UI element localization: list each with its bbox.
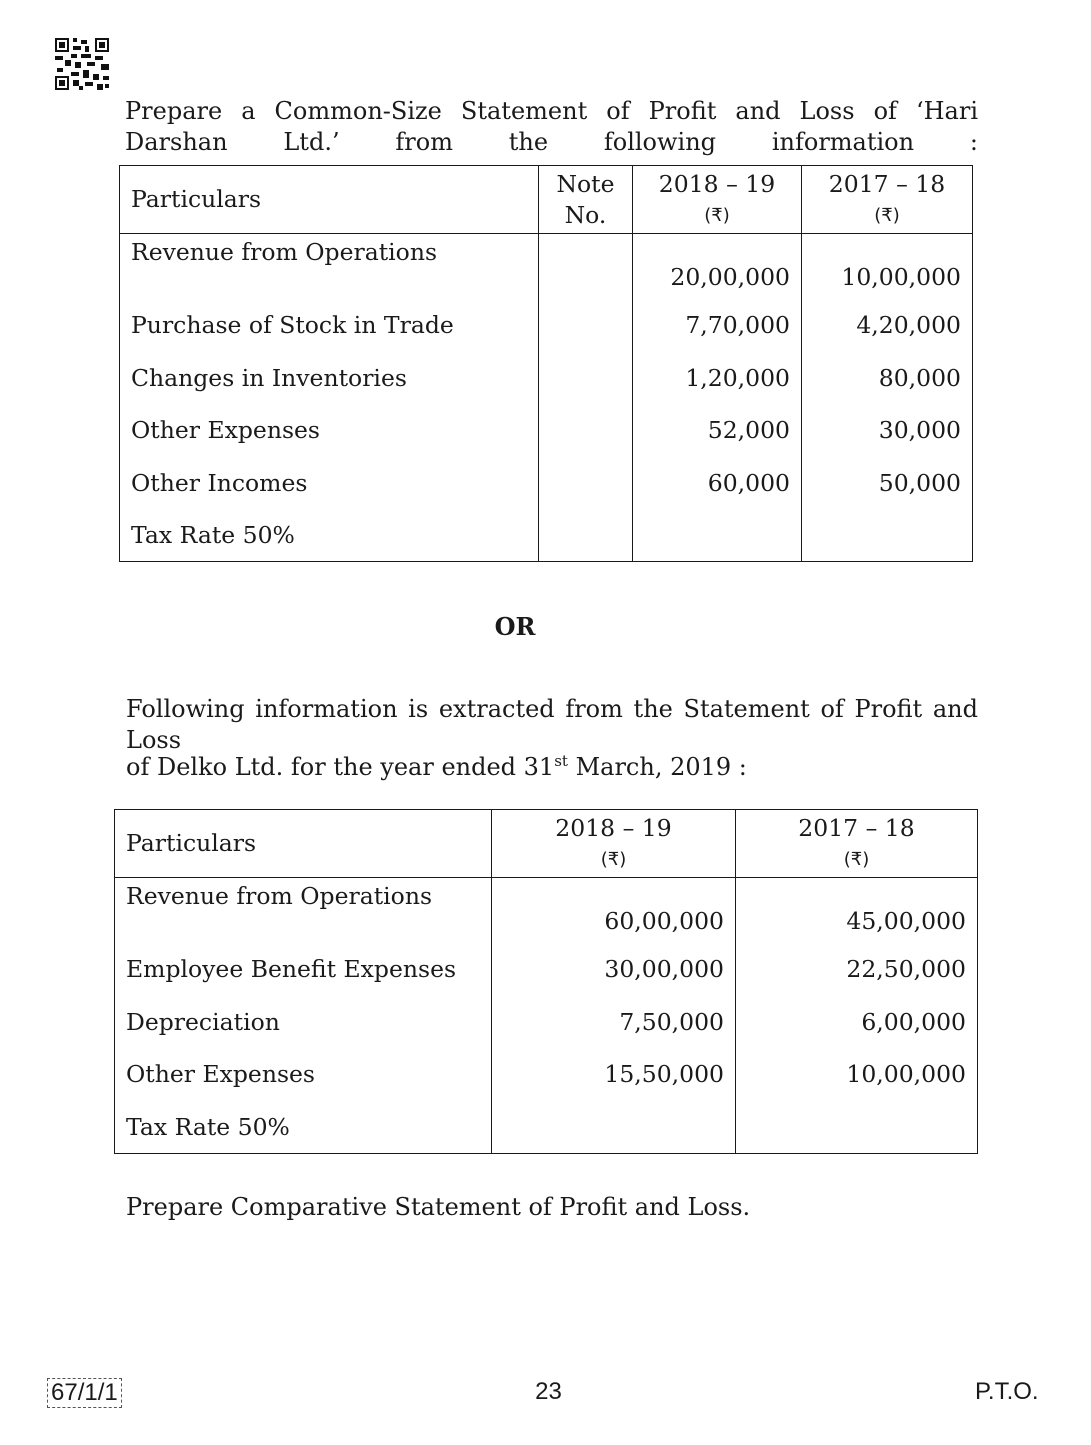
page-number: 23: [535, 1378, 562, 1405]
note-cell: [539, 509, 633, 562]
value-2018-19: [633, 509, 802, 562]
table-row: [120, 509, 973, 562]
q2-intro-text: of Delko Ltd. for the year ended 31: [126, 753, 555, 781]
value-2018-19: 7,50,000: [492, 996, 736, 1049]
ordinal-suffix: st: [554, 752, 568, 770]
value-2017-18: [802, 509, 973, 562]
row-label: Other Expenses: [115, 1048, 492, 1101]
value-2017-18: 50,000: [802, 457, 973, 510]
table-row: [120, 352, 973, 405]
value-2018-19: 30,00,000: [492, 943, 736, 996]
note-cell: [539, 404, 633, 457]
row-label: Other Expenses: [120, 404, 539, 457]
q1-intro: Prepare a Common-Size Statement of Profit and Loss of ‘Hari Darshan Ltd.’ from the following information :: [125, 97, 978, 156]
table-row: [115, 1101, 978, 1154]
row-label: Purchase of Stock in Trade: [120, 299, 539, 352]
table-row: [115, 1048, 978, 1101]
year-label: 2017 – 18: [828, 169, 946, 198]
row-label: Revenue from Operations: [115, 878, 492, 944]
q2-instruction: Prepare Comparative Statement of Profit and Loss.: [126, 1193, 751, 1221]
note-line-1: Note: [556, 169, 615, 198]
value-2017-18: 10,00,000: [736, 1048, 978, 1101]
note-line-2: No.: [564, 200, 607, 229]
qr-code-icon: [55, 38, 109, 90]
year-label: 2018 – 19: [658, 169, 776, 198]
row-label: Employee Benefit Expenses: [115, 943, 492, 996]
col-header-year-2018-19: [492, 810, 736, 878]
value-2017-18: 22,50,000: [736, 943, 978, 996]
value-2017-18: 30,000: [802, 404, 973, 457]
value-2018-19: 60,000: [633, 457, 802, 510]
value-2018-19: 15,50,000: [492, 1048, 736, 1101]
table-row: [120, 234, 973, 300]
q1-table: [119, 165, 973, 562]
col-header-year-2017-18: [802, 166, 973, 234]
currency-label: (₹): [874, 204, 900, 226]
col-header-year-2018-19: [633, 166, 802, 234]
pto-label: P.T.O.: [975, 1378, 1039, 1405]
value-2018-19: 7,70,000: [633, 299, 802, 352]
note-cell: [539, 352, 633, 405]
col-header-year-2017-18: [736, 810, 978, 878]
value-2017-18: [736, 1101, 978, 1154]
col-header-particulars: Particulars: [120, 166, 539, 234]
value-2018-19: 52,000: [633, 404, 802, 457]
col-header-note: [539, 166, 633, 234]
year-label: 2018 – 19: [555, 813, 672, 842]
row-label: Depreciation: [115, 996, 492, 1049]
note-cell: [539, 457, 633, 510]
value-2018-19: [492, 1101, 736, 1154]
or-separator: OR: [494, 612, 536, 641]
table-row: [120, 404, 973, 457]
row-label: Tax Rate 50%: [115, 1101, 492, 1154]
value-2017-18: 10,00,000: [802, 234, 973, 300]
value-2017-18: 80,000: [802, 352, 973, 405]
table-row: [115, 878, 978, 944]
currency-label: (₹): [843, 848, 870, 870]
row-label: Tax Rate 50%: [120, 509, 539, 562]
q2-intro-line-1: Following information is extracted from the Statement of Profit and Loss: [126, 695, 978, 754]
paper-code: 67/1/1: [51, 1379, 118, 1406]
row-label: Other Incomes: [120, 457, 539, 510]
table-row: [120, 457, 973, 510]
value-2018-19: 1,20,000: [633, 352, 802, 405]
note-cell: [539, 234, 633, 300]
row-label: Revenue from Operations: [120, 234, 539, 300]
note-cell: [539, 299, 633, 352]
currency-label: (₹): [704, 204, 730, 226]
value-2017-18: 6,00,000: [736, 996, 978, 1049]
table-row: [115, 996, 978, 1049]
year-label: 2017 – 18: [798, 813, 915, 842]
row-label: Changes in Inventories: [120, 352, 539, 405]
table-row: [120, 299, 973, 352]
table-row: [115, 943, 978, 996]
value-2018-19: 20,00,000: [633, 234, 802, 300]
value-2017-18: 45,00,000: [736, 878, 978, 944]
value-2018-19: 60,00,000: [492, 878, 736, 944]
currency-label: (₹): [600, 848, 627, 870]
q2-intro-line-2: [126, 746, 978, 783]
value-2017-18: 4,20,000: [802, 299, 973, 352]
col-header-particulars: Particulars: [115, 810, 492, 878]
q2-table: [114, 809, 978, 1154]
q2-intro-date: March, 2019 :: [567, 753, 747, 781]
